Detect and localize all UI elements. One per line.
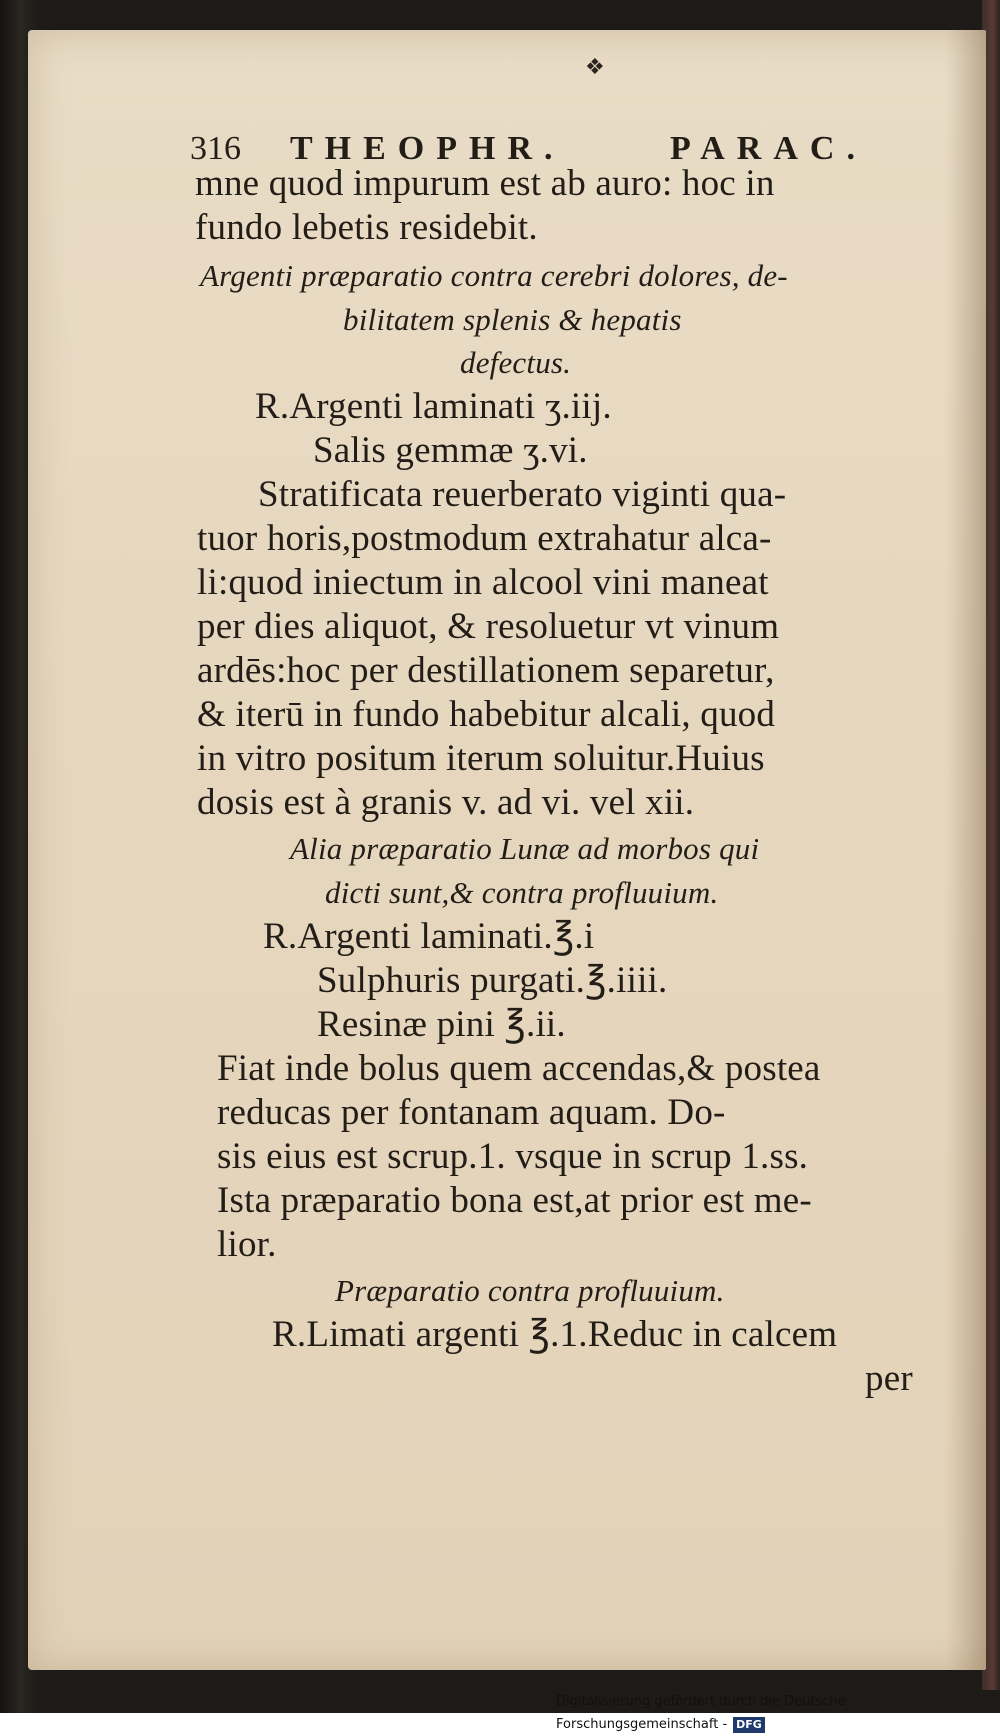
- text-line: dosis est à granis v. ad vi. vel xii.: [197, 782, 695, 823]
- page-number: 316: [190, 130, 241, 167]
- heading-line: bilitatem splenis & hepatis: [343, 302, 682, 337]
- heading-line: Præparatio contra profluuium.: [335, 1273, 725, 1308]
- text-line: Stratificata reuerberato viginti qua-: [258, 474, 787, 515]
- text-line: Ista præparatio bona est,at prior est me-: [217, 1180, 812, 1221]
- text-line: per dies aliquot, & resoluetur vt vinum: [197, 606, 780, 647]
- text-line: sis eius est scrup.1. vsque in scrup 1.ss.: [217, 1136, 809, 1177]
- text-line: in vitro positum iterum soluitur.Huius: [197, 738, 765, 779]
- recipe-line: Sulphuris purgati.℥.iiii.: [317, 960, 668, 1001]
- text-line: & iterū in fundo habebitur alcali, quod: [197, 694, 776, 735]
- text-line: ardēs:hoc per destillationem separetur,: [197, 650, 775, 691]
- recipe-line: R.Argenti laminati ʒ.iij.: [255, 386, 612, 427]
- running-head-author-2: PARAC.: [670, 130, 867, 167]
- text-line: tuor horis,postmodum extrahatur alca-: [197, 518, 772, 559]
- heading-line: Argenti præparatio contra cerebri dolores, de-: [200, 258, 788, 293]
- recipe-line: R.Argenti laminati.℥.i: [263, 916, 595, 957]
- page-edge-shadow: [946, 30, 986, 1670]
- heading-line: defectus.: [460, 345, 572, 380]
- ornament-mark: ❖: [585, 55, 605, 80]
- digitization-footer: [556, 1690, 1000, 1732]
- text-line: Fiat inde bolus quem accendas,& postea: [217, 1048, 821, 1089]
- catchword: per: [865, 1358, 913, 1399]
- running-head-author: THEOPHR.: [290, 130, 565, 167]
- text-line: reducas per fontanam aquam. Do-: [217, 1092, 726, 1133]
- text-line: fundo lebetis residebit.: [195, 207, 538, 248]
- text-line: lior.: [217, 1224, 277, 1265]
- text-line: mne quod impurum est ab auro: hoc in: [195, 163, 775, 204]
- recipe-line: Salis gemmæ ʒ.vi.: [313, 430, 588, 471]
- dfg-logo: DFG: [733, 1717, 765, 1733]
- text-line: li:quod iniectum in alcool vini maneat: [197, 562, 769, 603]
- heading-line: dicti sunt,& contra profluuium.: [325, 875, 719, 910]
- heading-line: Alia præparatio Lunæ ad morbos qui: [290, 831, 760, 866]
- footer-text: Digitalisierung gefördert durch die Deutsche Forschungsgemeinschaft -: [556, 1694, 846, 1732]
- recipe-line: Resinæ pini ℥.ii.: [317, 1004, 566, 1045]
- recipe-line: R.Limati argenti ℥.1.Reduc in calcem: [272, 1314, 838, 1355]
